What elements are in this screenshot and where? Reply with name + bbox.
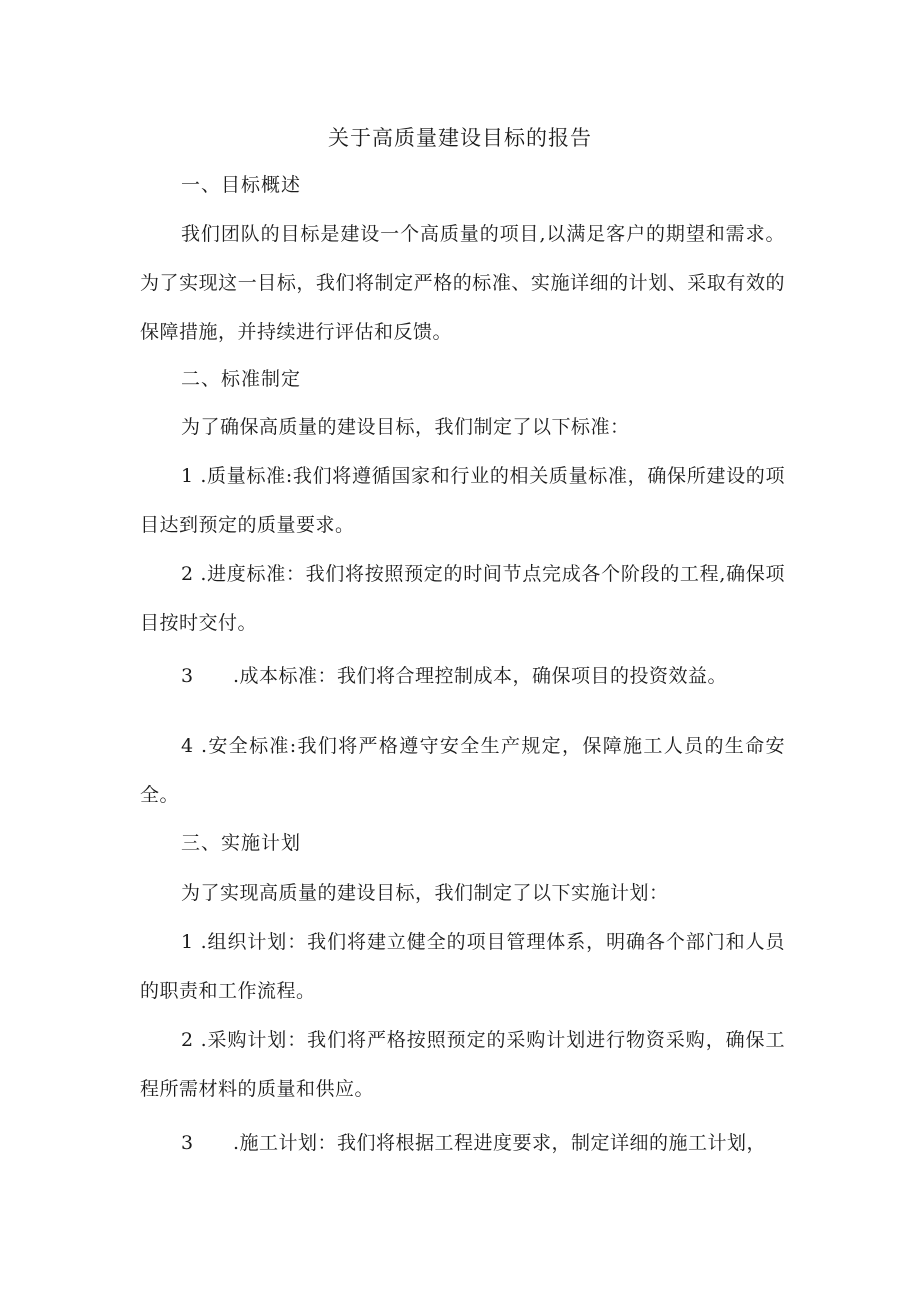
list-item-number: 3 xyxy=(181,1132,194,1154)
paragraph-standards-intro: 为了确保高质量的建设目标，我们制定了以下标准： xyxy=(181,416,630,438)
list-item-cost-standard xyxy=(181,661,785,691)
list-item-number: 3 xyxy=(181,665,194,687)
list-item-procurement-plan xyxy=(140,1016,785,1114)
list-item-number: 2 xyxy=(181,563,194,585)
list-item-text: .质量标准:我们将遵循国家和行业的相关质量标准，确保所建设的项目达到预定的质量要求。 xyxy=(140,465,785,536)
paragraph-overview: 我们团队的目标是建设一个高质量的项目,以满足客户的期望和需求。为了实现这一目标，我们将制定严格的标准、实施详细的计划、采取有效的保障措施，并持续进行评估和反馈。 xyxy=(140,223,785,343)
list-item-text: .组织计划：我们将建立健全的项目管理体系，明确各个部门和人员的职责和工作流程。 xyxy=(140,931,785,1002)
list-item-construction-plan xyxy=(181,1128,785,1158)
paragraph-implementation-intro: 为了实现高质量的建设目标，我们制定了以下实施计划： xyxy=(181,882,669,904)
document-title: 关于高质量建设目标的报告 xyxy=(328,126,592,150)
section-heading-implementation: 三、实施计划 xyxy=(181,832,302,854)
list-item-organization-plan xyxy=(140,918,785,1016)
list-item-text: .安全标准:我们将严格遵守安全生产规定，保障施工人员的生命安全。 xyxy=(140,735,785,806)
list-item-text: .采购计划：我们将严格按照预定的采购计划进行物资采购，确保工程所需材料的质量和供应。 xyxy=(140,1029,785,1100)
list-item-safety-standard xyxy=(140,722,785,820)
section-heading-standards: 二、标准制定 xyxy=(181,368,302,390)
list-item-text: .施工计划：我们将根据工程进度要求，制定详细的施工计划， xyxy=(233,1132,767,1154)
list-item-quality-standard xyxy=(140,452,785,550)
list-item-schedule-standard xyxy=(140,550,785,648)
list-item-number: 4 xyxy=(181,735,194,757)
section-heading-overview: 一、目标概述 xyxy=(181,174,302,196)
list-item-text: .成本标准：我们将合理控制成本，确保项目的投资效益。 xyxy=(233,665,728,687)
list-item-number: 1 xyxy=(181,931,194,953)
list-item-number: 2 xyxy=(181,1029,194,1051)
list-item-text: .进度标准：我们将按照预定的时间节点完成各个阶段的工程,确保项目按时交付。 xyxy=(140,563,785,634)
list-item-number: 1 xyxy=(181,465,194,487)
